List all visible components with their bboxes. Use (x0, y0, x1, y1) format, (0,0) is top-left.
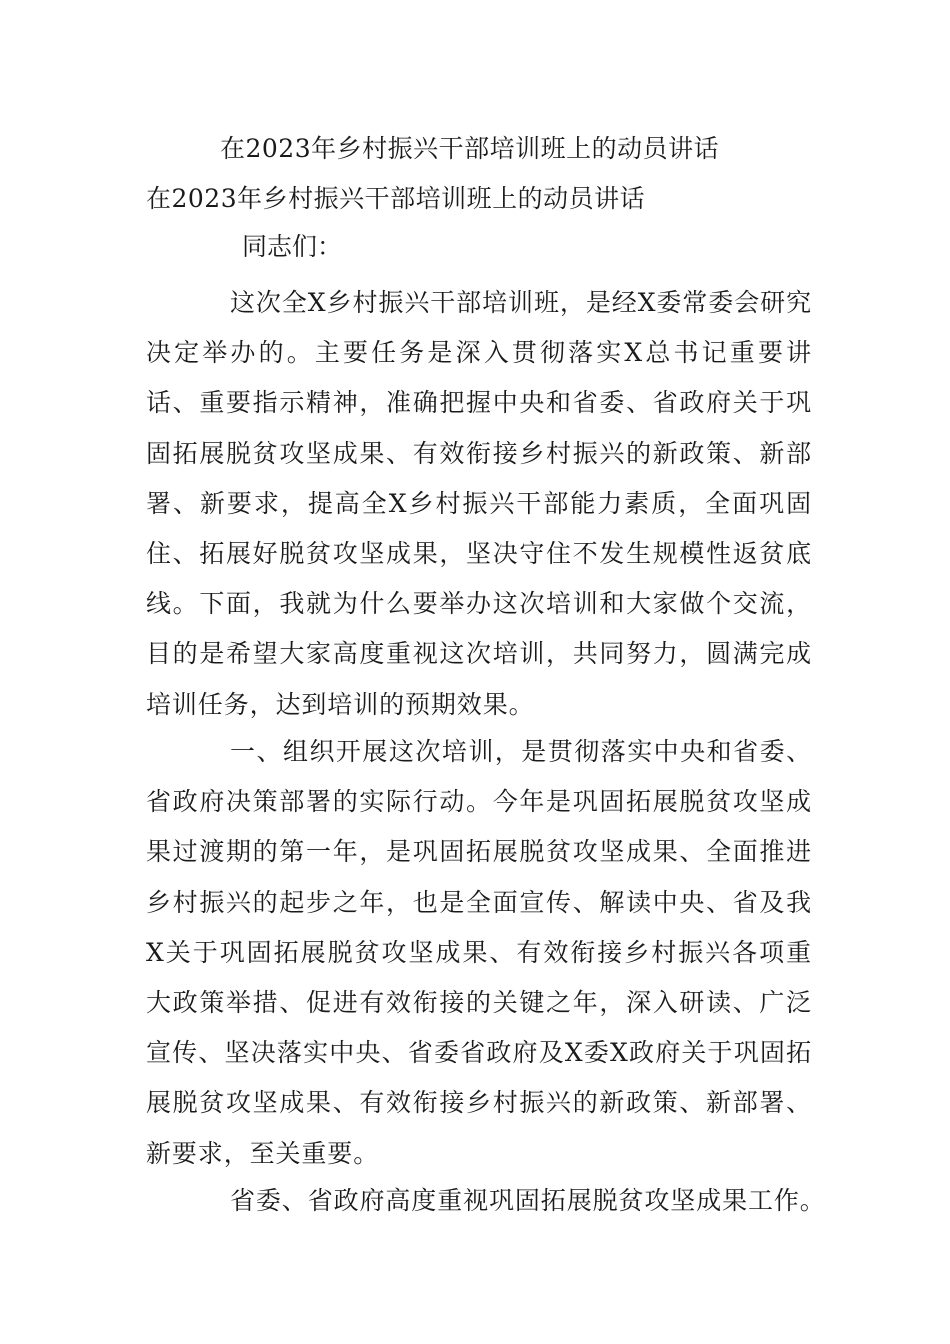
paragraph-section-one: 一、组织开展这次培训，是贯彻落实中央和省委、省政府决策部署的实际行动。今年是巩固拓展脱贫攻坚成果过渡期的第一年，是巩固拓展脱贫攻坚成果、全面推进乡村振兴的起步之年，也是全面宣传、解读中央、省及我X关于巩固拓展脱贫攻坚成果、有效衔接乡村振兴各项重大政策举措、促进有效衔接的关键之年，深入研读、广泛宣传、坚决落实中央、省委省政府及X委X政府关于巩固拓展脱贫攻坚成果、有效衔接乡村振兴的新政策、新部署、新要求，至关重要。 (146, 737, 812, 1168)
document-title: 在2023年乡村振兴干部培训班上的动员讲话 (220, 134, 720, 163)
salutation: 同志们： (242, 232, 343, 261)
paragraph-province: 省委、省政府高度重视巩固拓展脱贫攻坚成果工作。 (230, 1186, 826, 1215)
paragraph-intro: 这次全X乡村振兴干部培训班，是经X委常委会研究决定举办的。主要任务是深入贯彻落实X总书记重要讲话、重要指示精神，准确把握中央和省委、省政府关于巩固拓展脱贫攻坚成果、有效衔接乡村振兴的新政策、新部署、新要求，提高全X乡村振兴干部能力素质，全面巩固住、拓展好脱贫攻坚成果，坚决守住不发生规模性返贫底线。下面，我就为什么要举办这次培训和大家做个交流，目的是希望大家高度重视这次培训，共同努力，圆满完成培训任务，达到培训的预期效果。 (146, 288, 812, 719)
document-subtitle: 在2023年乡村振兴干部培训班上的动员讲话 (146, 184, 646, 213)
